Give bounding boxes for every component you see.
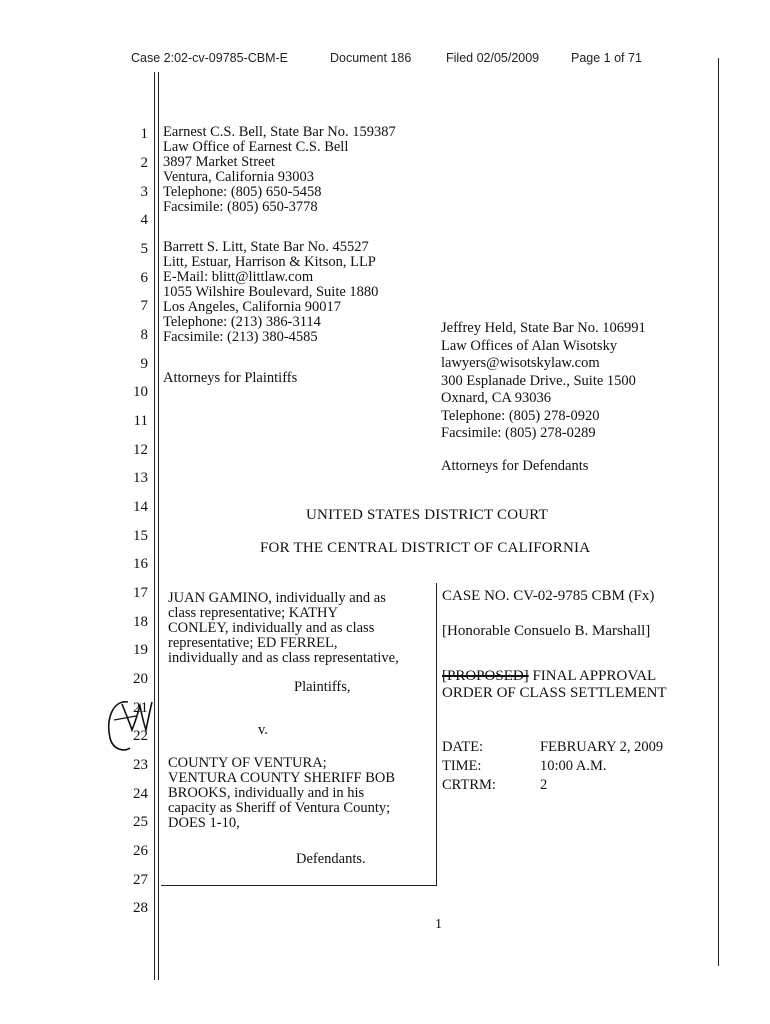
page-count-header: Page 1 of 71 (571, 51, 642, 65)
counsel-line: Facsimile: (805) 278-0289 (441, 425, 596, 441)
counsel-line: Facsimile: (805) 650-3778 (163, 199, 318, 215)
line-number: 15 (133, 528, 148, 544)
counsel-line: 1055 Wilshire Boulevard, Suite 1880 (163, 284, 379, 300)
hearing-date-label: DATE: (442, 739, 484, 755)
caption-line: VENTURA COUNTY SHERIFF BOB (168, 770, 396, 786)
line-number: 3 (140, 184, 148, 200)
line-number: 2 (140, 155, 148, 171)
line-number: 11 (133, 413, 148, 429)
plaintiffs-label: Plaintiffs, (294, 679, 351, 695)
line-number: 28 (133, 900, 148, 916)
left-margin-rule-outer (154, 72, 155, 980)
caption-line: representative; ED FERREL, (168, 635, 338, 651)
counsel-line: 300 Esplanade Drive., Suite 1500 (441, 372, 636, 389)
court-district: FOR THE CENTRAL DISTRICT OF CALIFORNIA (260, 540, 591, 556)
line-number: 22 (133, 728, 148, 744)
plaintiff-counsel-bell (163, 125, 396, 215)
attorneys-for-plaintiffs: Attorneys for Plaintiffs (163, 370, 298, 386)
page-number: 1 (435, 917, 442, 932)
line-number: 20 (133, 671, 148, 687)
caption-line: BROOKS, individually and in his (168, 785, 365, 801)
attorneys-for-defendants: Attorneys for Defendants (441, 458, 589, 474)
hearing-date-value: FEBRUARY 2, 2009 (540, 739, 664, 755)
line-number: 21 (133, 700, 148, 716)
plaintiffs-caption (168, 591, 399, 666)
defendants-caption (168, 756, 395, 831)
title-text: FINAL APPROVAL (528, 668, 657, 684)
caption-divider-bottom (161, 885, 437, 886)
filed-date-header: Filed 02/05/2009 (446, 51, 540, 65)
counsel-line: Earnest C.S. Bell, State Bar No. 159387 (163, 124, 396, 140)
counsel-line: Telephone: (213) 386-3114 (163, 314, 321, 330)
counsel-line: Oxnard, CA 93036 (441, 390, 551, 406)
caption-line: CONLEY, individually and as class (168, 620, 375, 636)
line-number: 17 (133, 585, 148, 601)
line-number: 14 (133, 499, 148, 515)
caption-line: capacity as Sheriff of Ventura County; (168, 800, 391, 816)
caption-line: individually and as class representative, (168, 650, 399, 666)
counsel-line: Barrett S. Litt, State Bar No. 45527 (163, 239, 369, 255)
counsel-line: Telephone: (805) 650-5458 (163, 184, 322, 200)
line-number: 23 (133, 757, 148, 773)
counsel-line: 3897 Market Street (163, 154, 275, 170)
counsel-line: Ventura, California 93003 (163, 169, 315, 185)
line-number: 18 (133, 614, 148, 630)
line-number: 24 (133, 786, 148, 802)
line-number: 8 (140, 327, 148, 343)
court-name: UNITED STATES DISTRICT COURT (306, 507, 548, 523)
document-title-line1 (442, 668, 656, 685)
left-margin-rule-inner (158, 72, 159, 980)
caption-line: JUAN GAMINO, individually and as (168, 590, 386, 606)
counsel-line: E-Mail: blitt@littlaw.com (163, 269, 314, 285)
counsel-line: Facsimile: (213) 380-4585 (163, 329, 318, 345)
handwritten-initials-signature (100, 690, 160, 760)
counsel-line: lawyers@wisotskylaw.com (441, 355, 600, 371)
counsel-line: Litt, Estuar, Harrison & Kitson, LLP (163, 254, 376, 270)
hearing-courtroom-label: CRTRM: (442, 777, 496, 793)
defendants-label: Defendants. (296, 851, 366, 867)
document-title-line2: ORDER OF CLASS SETTLEMENT (442, 685, 667, 701)
counsel-line: Law Offices of Alan Wisotsky (441, 337, 618, 354)
plaintiff-counsel-litt (163, 240, 378, 345)
right-margin-rule (718, 58, 719, 966)
line-number: 7 (140, 298, 148, 314)
case-number-header: Case 2:02-cv-09785-CBM-E (131, 51, 289, 65)
caption-line: DOES 1-10, (168, 815, 240, 831)
caption-line: COUNTY OF VENTURA; (168, 755, 327, 771)
hearing-time-label: TIME: (442, 758, 482, 774)
counsel-line: Telephone: (805) 278-0920 (441, 407, 600, 424)
defendant-counsel-held (441, 320, 646, 443)
counsel-line: Law Office of Earnest C.S. Bell (163, 139, 349, 155)
line-number: 4 (140, 212, 148, 228)
counsel-line: Los Angeles, California 90017 (163, 299, 342, 315)
line-number: 9 (140, 356, 148, 372)
line-number: 10 (133, 384, 148, 400)
line-number: 6 (140, 270, 148, 286)
line-number: 12 (133, 442, 148, 458)
counsel-line: Jeffrey Held, State Bar No. 106991 (441, 320, 646, 336)
line-number: 19 (133, 642, 148, 658)
line-number: 16 (133, 556, 148, 572)
caption-line: class representative; KATHY (168, 605, 338, 621)
line-number: 25 (133, 814, 148, 830)
line-number: 13 (133, 470, 148, 486)
hearing-time-value: 10:00 A.M. (540, 758, 607, 774)
line-number: 26 (133, 843, 148, 859)
caption-divider-vertical (436, 583, 437, 886)
struck-proposed: [PROPOSED] (442, 668, 529, 684)
line-number: 5 (140, 241, 148, 257)
versus: v. (258, 722, 268, 738)
judge-name: [Honorable Consuelo B. Marshall] (442, 623, 651, 639)
case-number: CASE NO. CV-02-9785 CBM (Fx) (442, 588, 655, 604)
hearing-courtroom-value: 2 (540, 777, 548, 793)
document-number-header: Document 186 (330, 51, 412, 65)
line-number: 27 (133, 872, 148, 888)
line-number: 1 (140, 126, 148, 142)
